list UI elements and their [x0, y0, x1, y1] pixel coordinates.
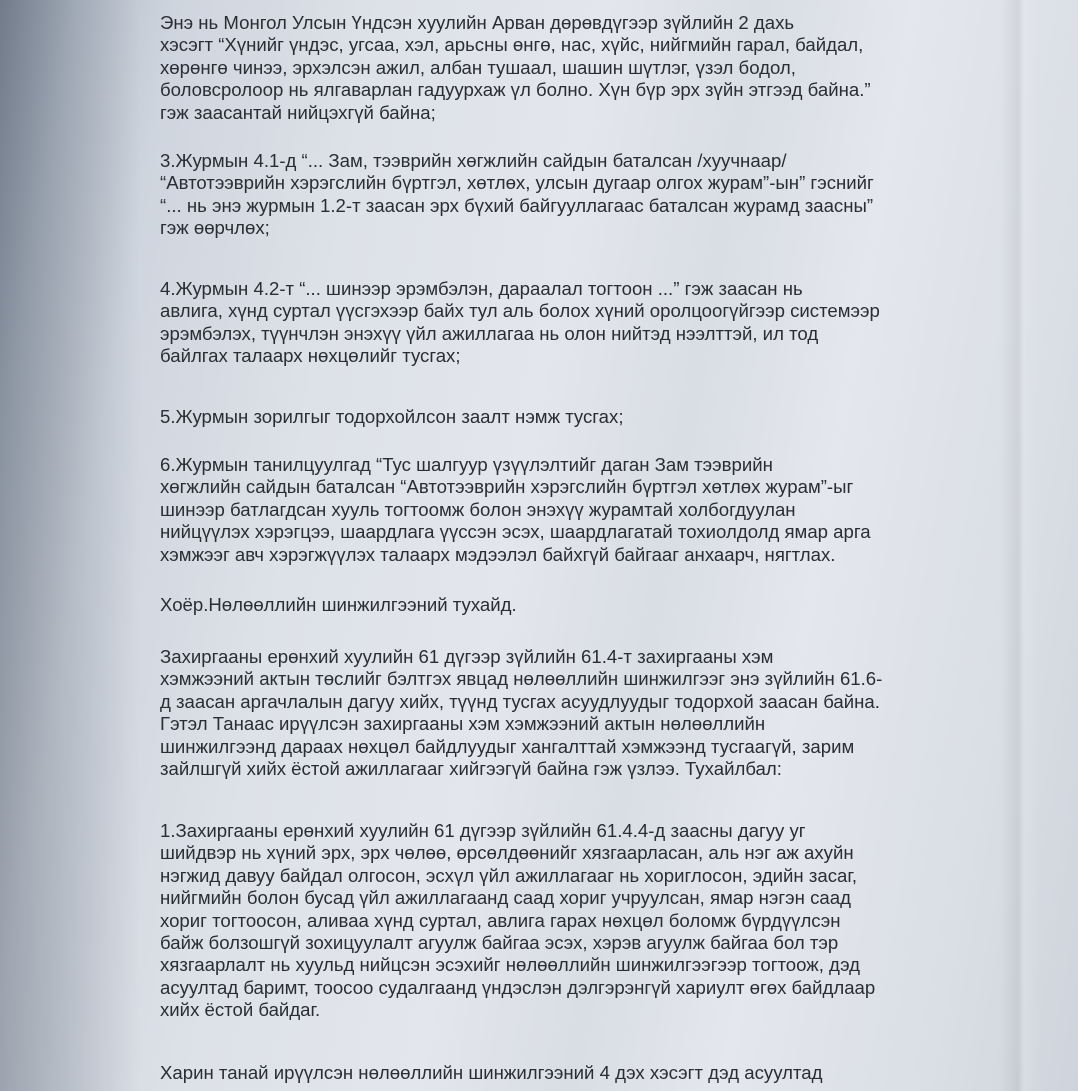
paragraph-constitution: Энэ нь Монгол Улсын Үндсэн хуулийн Арван дөрөвдүгээр зүйлийн 2 дахь хэсэгт “Хүнийг үндэс, угсаа, хэл, арьсны өнгө, нас, хүйс, нийгмийн гарал, байдал, хөрөнгө чинээ, эрхэлсэн ажил, албан тушаал, шашин шүтлэг, үзэл бодол, боловсролоор нь ялгаварлан гадуурхаж үл болно. Хүн бүр эрх зүйн этгээд байна.” гэж заасантай нийцэхгүй байна;	[160, 12, 871, 123]
section-heading-two: Хоёр.Нөлөөллийн шинжилгээний тухайд.	[160, 594, 517, 615]
paragraph-admin-law: Захиргааны ерөнхий хуулийн 61 дүгээр зүйлийн 61.4-т захиргааны хэм хэмжээний актын төслийг бэлтгэх явцад нөлөөллийн шинжилгээг энэ зүйлийн 61.6- д заасан аргачлалын дагуу хийх, түүнд тусгах асуудлуудыг тодорхой заасан байна. Гэтэл Танаас ирүүлсэн захиргааны хэм хэмжээний актын нөлөөллийн шинжилгээнд дараах нөхцөл байдлуудыг хангалттай хэмжээнд тусгаагүй, зарим зайлшгүй хийх ёстой ажиллагааг хийгээгүй байна гэж үзлээ. Тухайлбал:	[160, 646, 883, 780]
paragraph-point-1: 1.Захиргааны ерөнхий хуулийн 61 дүгээр зүйлийн 61.4.4-д заасны дагуу уг шийдвэр нь хүний эрх, эрх чөлөө, өрсөлдөөнийг хязгаарласан, аль нэг аж ахуйн нэгжид давуу байдал олгосон, эсхүл үйл ажиллагааг нь хориглосон, эдийн засаг, нийгмийн болон бусад үйл ажиллагаанд саад хориг учруулсан, ямар нэгэн саад хориг тогтоосон, аливаа хүнд суртал, авлига гарах нөхцөл боломж бүрдүүлсэн байж болзошгүй зохицуулалт агуулж байгаа эсэх, хэрэв агуулж байгаа бол тэр хязгаарлалт нь хуульд нийцсэн эсэхийг нөлөөллийн шинжилгээгээр тогтоож, дэд асуултад баримт, тоосоо судалгаанд үндэслэн дэлгэрэнгүй хариулт өгөх байдлаар хийх ёстой байдаг.	[160, 820, 876, 1021]
paragraph-item-6: 6.Журмын танилцуулгад “Тус шалгуур үзүүлэлтийг даган Зам тээврийн хөгжлийн сайдын баталсан “Автотээврийн хэрэгслийн бүртгэл хөтлөх журам”-ыг шинээр батлагдсан хууль тогтоомж болон энэхүү журамтай холбогдуулан нийцүүлэх хэрэгцээ, шаардлага үүссэн эсэх, шаардлагатай тохиолдолд ямар арга хэмжээг авч хэрэгжүүлэх талаарх мэдээлэл байхгүй байгааг анхаарч, нягтлах.	[160, 454, 871, 565]
photo-shadow	[0, 0, 140, 1091]
paper-fold	[1000, 0, 1040, 1091]
paragraph-item-4: 4.Журмын 4.2-т “... шинээр эрэмбэлэн, дараалал тогтоон ...” гэж заасан нь авлига, хүнд суртал үүсгэхээр байх тул аль болох хүний оролцоогүйгээр системээр эрэмбэлэх, түүнчлэн энэхүү үйл ажиллагаа нь олон нийтэд нээлттэй, ил тод байлгах талаарх нөхцөлийг тусгах;	[160, 278, 880, 367]
paragraph-item-5: 5.Журмын зорилгыг тодорхойлсон заалт нэмж тусгах;	[160, 406, 624, 427]
paragraph-continuation: Харин танай ирүүлсэн нөлөөллийн шинжилгээний 4 дэх хэсэгт дэд асуултад	[160, 1062, 823, 1083]
paragraph-item-3: 3.Журмын 4.1-д “... Зам, тээврийн хөгжлийн сайдын баталсан /хуучнаар/ “Автотээврийн хэрэгслийн бүртгэл, хөтлөх, улсын дугаар олгох журам”-ын” гэснийг “... нь энэ журмын 1.2-т заасан эрх бүхий байгууллагаас баталсан журамд заасны” гэж өөрчлөх;	[160, 150, 874, 239]
